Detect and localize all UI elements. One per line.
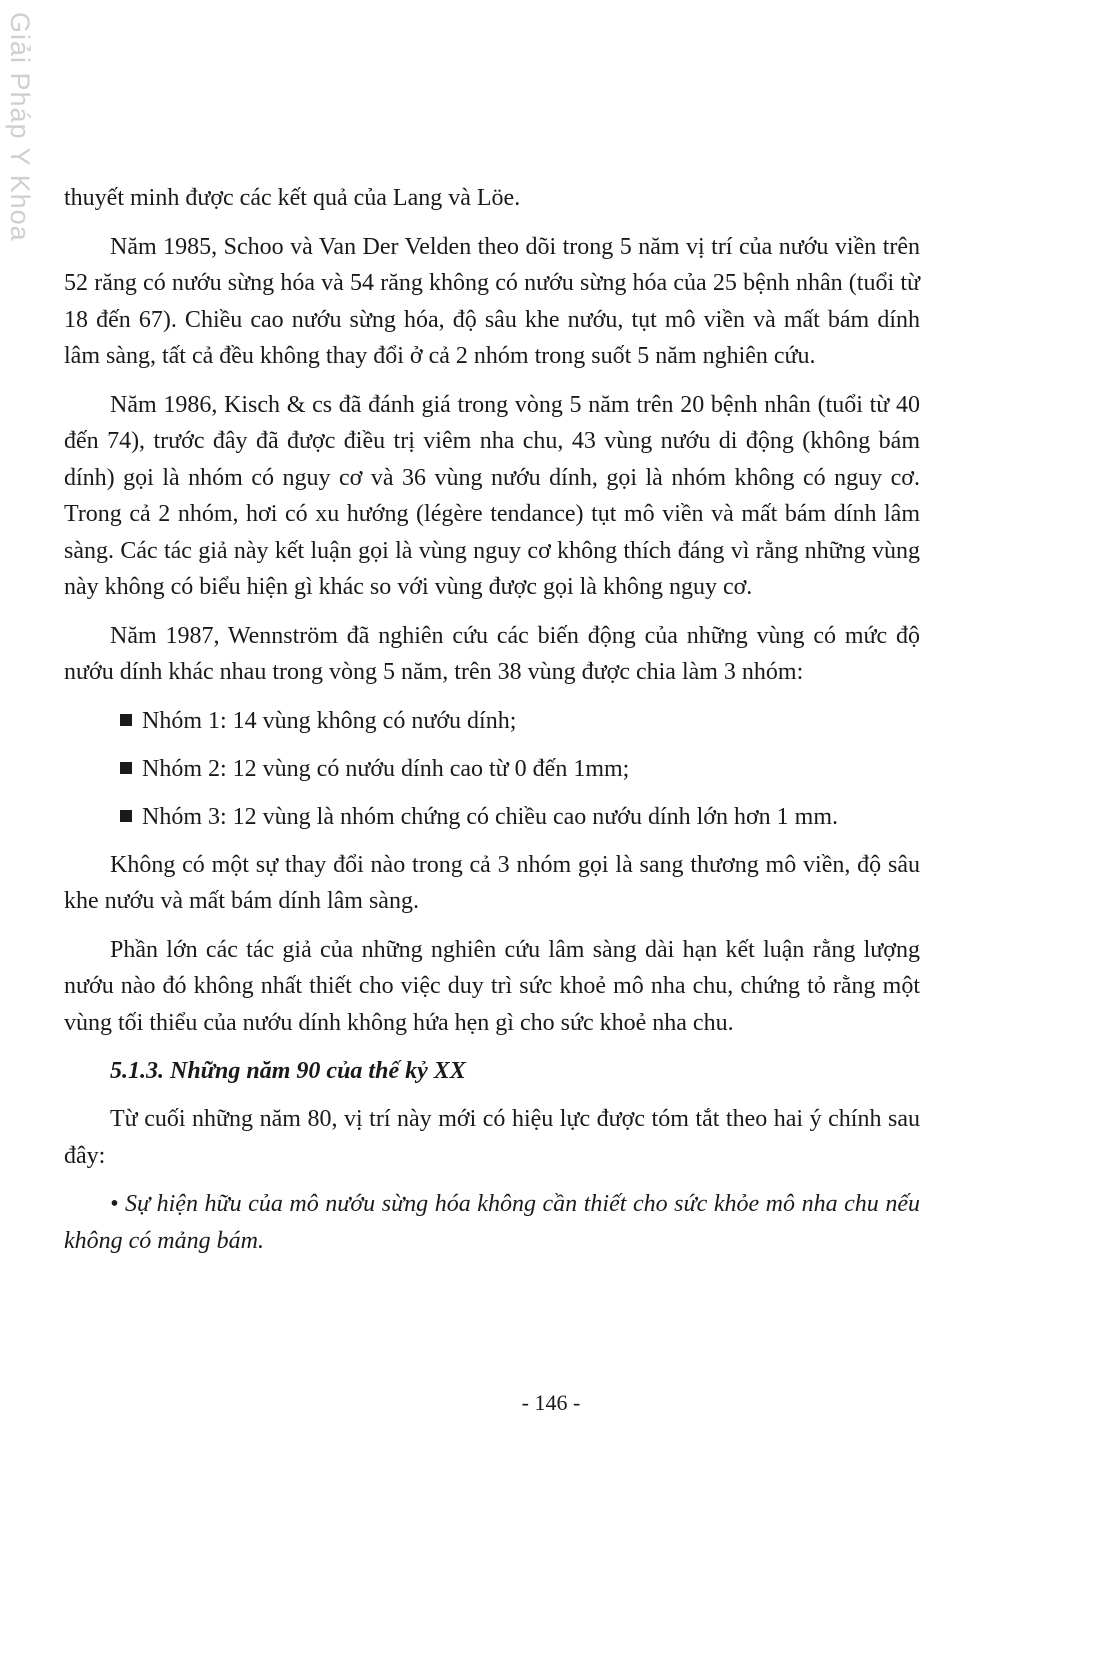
group-list [64, 703, 920, 835]
section-heading: 5.1.3. Những năm 90 của thế kỷ XX [110, 1058, 466, 1084]
square-bullet-icon [120, 762, 132, 774]
paragraph-schoo-van-der-velden: Năm 1985, Schoo và Van Der Velden theo dõi trong 5 năm vị trí của nướu viền trên 52 răng có nướu sừng hóa và 54 răng không có nướu sừng hóa của 25 bệnh nhân (tuổi từ 18 đến 67). Chiều cao nướu sừng hóa, độ sâu khe nướu, tụt mô viền và mất bám dính lâm sàng, tất cả đều không thay đổi ở cả 2 nhóm trong suốt 5 năm nghiên cứu. [64, 233, 920, 369]
square-bullet-icon [120, 714, 132, 726]
list-item: Nhóm 1: 14 vùng không có nướu dính; [120, 703, 920, 739]
square-bullet-icon [120, 810, 132, 822]
list-item: Nhóm 3: 12 vùng là nhóm chứng có chiều cao nướu dính lớn hơn 1 mm. [120, 799, 920, 835]
paragraph-summary: Từ cuối những năm 80, vị trí này mới có hiệu lực được tóm tắt theo hai ý chính sau đây: [64, 1106, 920, 1169]
paragraph-no-change: Không có một sự thay đổi nào trong cả 3 nhóm gọi là sang thương mô viền, độ sâu khe nướu và mất bám dính lâm sàng. [64, 851, 920, 914]
paragraph-continuation: thuyết minh được các kết quả của Lang và Löe. [64, 185, 521, 211]
italic-bullet-point: • Sự hiện hữu của mô nướu sừng hóa không cần thiết cho sức khỏe mô nha chu nếu không có mảng bám. [64, 1191, 921, 1254]
paragraph-wennstrom: Năm 1987, Wennström đã nghiên cứu các biến động của những vùng có mức độ nướu dính khác nhau trong vòng 5 năm, trên 38 vùng được chia làm 3 nhóm: [64, 622, 920, 685]
page-number: - 146 - [521, 1390, 581, 1415]
page-body [64, 180, 920, 1271]
paragraph-kisch: Năm 1986, Kisch & cs đã đánh giá trong vòng 5 năm trên 20 bệnh nhân (tuổi từ 40 đến 74), trước đây đã được điều trị viêm nha chu, 43 vùng nướu di động (không bám dính) gọi là nhóm có nguy cơ và 36 vùng nướu dính, gọi là nhóm không có nguy cơ. Trong cả 2 nhóm, hơi có xu hướng (légère tendance) tụt mô viền và mất bám dính lâm sàng. Các tác giả này kết luận gọi là vùng nguy cơ không thích đáng vì rằng những vùng này không có biểu hiện gì khác so với vùng được gọi là không nguy cơ. [64, 391, 920, 600]
watermark: Giải Pháp Y Khoa [5, 12, 35, 242]
paragraph-conclusion: Phần lớn các tác giả của những nghiên cứu lâm sàng dài hạn kết luận rằng lượng nướu nào đó không nhất thiết cho việc duy trì sức khoẻ mô nha chu, chứng tỏ rằng một vùng tối thiểu của nướu dính không hứa hẹn gì cho sức khoẻ nha chu. [64, 936, 920, 1036]
list-item: Nhóm 2: 12 vùng có nướu dính cao từ 0 đến 1mm; [120, 751, 920, 787]
bullet-dot-icon: • [110, 1191, 119, 1217]
